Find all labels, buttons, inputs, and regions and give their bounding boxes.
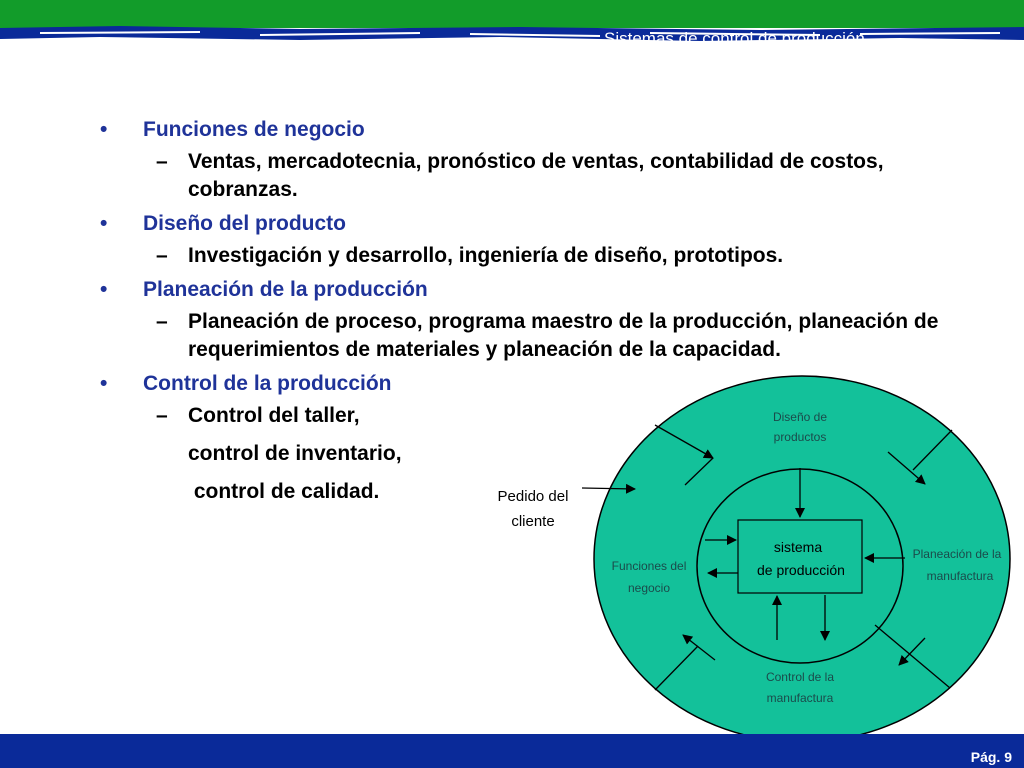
bullet-marker: •: [100, 118, 108, 141]
bullet-marker: •: [100, 372, 108, 395]
bullet-title: Control de la producción: [143, 372, 392, 395]
right-label-line2: manufactura: [926, 569, 994, 583]
top-label-line1: Diseño de: [772, 410, 828, 424]
center-box: [738, 520, 862, 593]
order-label-line1: Pedido del: [497, 488, 569, 505]
dash-marker: –: [156, 310, 168, 333]
sub-bullet-text: control de inventario,: [188, 442, 402, 465]
sub-bullet-text: Ventas, mercadotecnia, pronóstico de ventas, contabilidad de costos,: [188, 150, 884, 173]
sub-bullet-text: control de calidad.: [188, 480, 380, 503]
bullet-marker: •: [100, 278, 108, 301]
top-label-line2: productos: [773, 430, 827, 444]
left-label-line2: negocio: [627, 581, 671, 595]
dash-marker: –: [156, 404, 168, 427]
center-label-line1: sistema: [773, 539, 823, 555]
header-title: Sistemas de control de producción: [604, 29, 865, 48]
sub-bullet-text: Planeación de proceso, programa maestro de la producción, planeación de: [188, 310, 939, 333]
center-label-line2: de producción: [757, 562, 845, 578]
sub-bullet-text: Control del taller,: [188, 404, 360, 427]
left-label-line1: Funciones del: [611, 559, 687, 573]
page-number: Pág. 9: [970, 749, 1012, 765]
bullet-title: Diseño del producto: [143, 212, 347, 235]
sub-bullet-text: Investigación y desarrollo, ingeniería de diseño, prototipos.: [188, 244, 784, 267]
bottom-label-line1: Control de la: [765, 670, 835, 684]
bullet-title: Planeación de la producción: [143, 278, 428, 301]
right-label-line1: Planeación de la: [912, 547, 1002, 561]
dash-marker: –: [156, 150, 168, 173]
dash-marker: –: [156, 244, 168, 267]
sub-bullet-text: cobranzas.: [188, 178, 298, 201]
bottom-label-line2: manufactura: [766, 691, 834, 705]
sub-bullet-text: requerimientos de materiales y planeación de la capacidad.: [188, 338, 781, 361]
order-label-line2: cliente: [511, 513, 555, 530]
bullet-marker: •: [100, 212, 108, 235]
bullet-title: Funciones de negocio: [143, 118, 365, 141]
footer-bar: [0, 734, 1024, 768]
